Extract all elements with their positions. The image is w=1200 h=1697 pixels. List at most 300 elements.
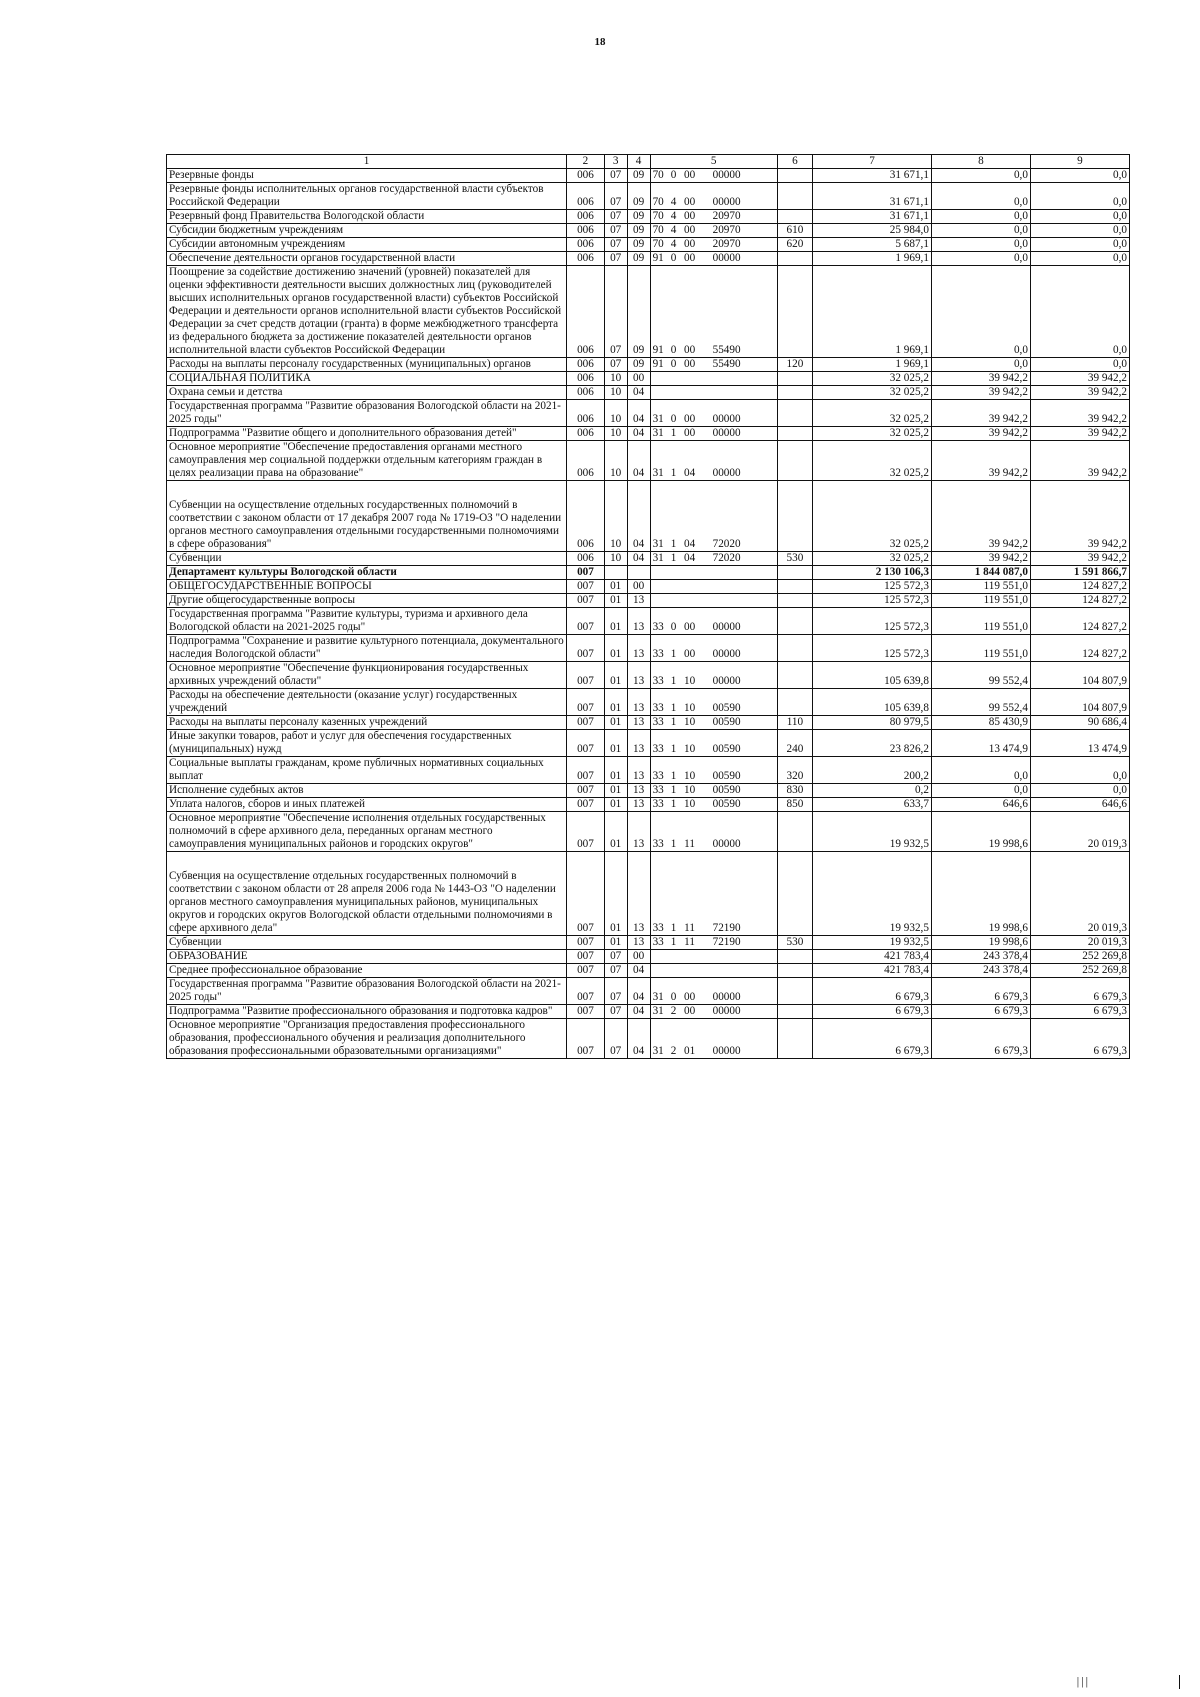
row-amount-year1: 200,2 xyxy=(813,757,932,784)
target-code-part: 00000 xyxy=(712,467,741,479)
row-amount-year1: 5 687,1 xyxy=(813,238,932,252)
row-expense-type: 610 xyxy=(777,224,812,238)
row-target-code xyxy=(650,580,777,594)
row-amount-year2: 39 942,2 xyxy=(931,441,1030,481)
target-code-part: 0 xyxy=(670,621,677,633)
row-admin-code: 007 xyxy=(567,936,605,950)
row-target-code xyxy=(650,252,777,266)
row-subsection-code: 04 xyxy=(627,1019,650,1059)
target-code-part: 00 xyxy=(683,413,696,425)
row-name: Среднее профессиональное образование xyxy=(167,964,567,978)
row-target-code xyxy=(650,1005,777,1019)
table-row xyxy=(167,852,1130,936)
target-code-part: 33 xyxy=(652,702,664,714)
row-section-code: 07 xyxy=(604,252,627,266)
row-admin-code: 007 xyxy=(567,1019,605,1059)
header-cell: 6 xyxy=(777,155,812,169)
target-code-part: 31 xyxy=(652,427,664,439)
row-subsection-code: 00 xyxy=(627,372,650,386)
header-cell: 3 xyxy=(604,155,627,169)
row-amount-year2: 0,0 xyxy=(931,266,1030,358)
row-name: Поощрение за содействие достижению значений (уровней) показателей для оценки эффективности деятельности высших должностных лиц (руководителей высших исполнительных органов государственной власти) субъектов Российской Федерации и деятельности органов исполнительной власти субъектов Российской Федерации за счет средств дотации (гранта) в форме межбюджетного трансферта из федерального бюджета за достижение показателей деятельности органов исполнительной власти субъектов Российской Федерации xyxy=(167,266,567,358)
target-code-part: 00590 xyxy=(712,743,741,755)
target-code-part: 00000 xyxy=(712,413,741,425)
row-expense-type: 850 xyxy=(777,798,812,812)
target-code-part: 33 xyxy=(652,922,664,934)
row-amount-year3: 0,0 xyxy=(1030,757,1129,784)
row-amount-year1: 6 679,3 xyxy=(813,1005,932,1019)
row-amount-year3: 39 942,2 xyxy=(1030,372,1129,386)
row-subsection-code xyxy=(627,566,650,580)
row-subsection-code: 09 xyxy=(627,358,650,372)
target-code-part: 33 xyxy=(652,784,664,796)
row-section-code: 01 xyxy=(604,812,627,852)
row-amount-year3: 6 679,3 xyxy=(1030,1005,1129,1019)
row-subsection-code: 09 xyxy=(627,183,650,210)
row-admin-code: 007 xyxy=(567,580,605,594)
row-expense-type xyxy=(777,566,812,580)
target-code-part: 20970 xyxy=(712,238,741,250)
row-amount-year1: 0,2 xyxy=(813,784,932,798)
row-subsection-code: 13 xyxy=(627,689,650,716)
row-section-code: 07 xyxy=(604,266,627,358)
target-code-part: 1 xyxy=(670,922,677,934)
row-name: Подпрограмма "Сохранение и развитие культурного потенциала, документального наследия Вологодской области" xyxy=(167,635,567,662)
row-amount-year2: 19 998,6 xyxy=(931,936,1030,950)
row-name: Социальные выплаты гражданам, кроме публичных нормативных социальных выплат xyxy=(167,757,567,784)
target-code-part: 10 xyxy=(683,702,696,714)
row-section-code: 01 xyxy=(604,757,627,784)
row-amount-year1: 32 025,2 xyxy=(813,400,932,427)
target-code-part: 00590 xyxy=(712,702,741,714)
target-code-part: 00 xyxy=(683,344,696,356)
target-code-part: 00 xyxy=(683,252,696,264)
row-amount-year2: 39 942,2 xyxy=(931,481,1030,552)
row-amount-year3: 39 942,2 xyxy=(1030,552,1129,566)
target-code-part: 20970 xyxy=(712,224,741,236)
target-code-part: 4 xyxy=(670,224,677,236)
row-section-code: 01 xyxy=(604,852,627,936)
row-section-code: 01 xyxy=(604,936,627,950)
row-section-code: 07 xyxy=(604,224,627,238)
target-code-part: 00 xyxy=(683,991,696,1003)
target-code-part: 00 xyxy=(683,648,696,660)
row-amount-year3: 90 686,4 xyxy=(1030,716,1129,730)
table-row xyxy=(167,183,1130,210)
row-amount-year1: 6 679,3 xyxy=(813,1019,932,1059)
target-code-part: 31 xyxy=(652,538,664,550)
row-name: Расходы на выплаты персоналу казенных учреждений xyxy=(167,716,567,730)
row-admin-code: 006 xyxy=(567,252,605,266)
row-subsection-code: 04 xyxy=(627,964,650,978)
row-name: Обеспечение деятельности органов государственной власти xyxy=(167,252,567,266)
row-subsection-code: 13 xyxy=(627,608,650,635)
row-subsection-code: 04 xyxy=(627,386,650,400)
page-number: 18 xyxy=(594,36,606,48)
row-admin-code: 006 xyxy=(567,210,605,224)
row-target-code xyxy=(650,689,777,716)
row-expense-type xyxy=(777,1019,812,1059)
row-expense-type xyxy=(777,481,812,552)
row-amount-year2: 119 551,0 xyxy=(931,608,1030,635)
row-amount-year1: 32 025,2 xyxy=(813,441,932,481)
row-expense-type xyxy=(777,252,812,266)
target-code-part: 0 xyxy=(670,358,677,370)
row-amount-year3: 39 942,2 xyxy=(1030,441,1129,481)
row-expense-type: 240 xyxy=(777,730,812,757)
row-section-code: 10 xyxy=(604,427,627,441)
row-name: Государственная программа "Развитие культуры, туризма и архивного дела Вологодской области на 2021-2025 годы" xyxy=(167,608,567,635)
row-amount-year1: 31 671,1 xyxy=(813,169,932,183)
row-subsection-code: 04 xyxy=(627,481,650,552)
row-amount-year3: 0,0 xyxy=(1030,183,1129,210)
target-code-part: 00000 xyxy=(712,621,741,633)
row-section-code: 10 xyxy=(604,552,627,566)
row-admin-code: 006 xyxy=(567,481,605,552)
table-row xyxy=(167,662,1130,689)
table-row xyxy=(167,400,1130,427)
row-admin-code: 006 xyxy=(567,386,605,400)
row-amount-year3: 124 827,2 xyxy=(1030,594,1129,608)
row-amount-year3: 0,0 xyxy=(1030,784,1129,798)
row-amount-year2: 6 679,3 xyxy=(931,1019,1030,1059)
header-cell: 8 xyxy=(931,155,1030,169)
row-target-code xyxy=(650,812,777,852)
target-code-part: 31 xyxy=(652,552,664,564)
target-code-part: 1 xyxy=(670,427,677,439)
row-name: Основное мероприятие "Обеспечение предоставления органами местного самоуправления мер социальной поддержки отдельным категориям граждан в целях реализации права на образование" xyxy=(167,441,567,481)
row-section-code: 07 xyxy=(604,238,627,252)
row-admin-code: 007 xyxy=(567,757,605,784)
table-row xyxy=(167,552,1130,566)
row-amount-year1: 633,7 xyxy=(813,798,932,812)
row-expense-type xyxy=(777,266,812,358)
row-amount-year2: 6 679,3 xyxy=(931,1005,1030,1019)
row-amount-year2: 39 942,2 xyxy=(931,386,1030,400)
target-code-part: 70 xyxy=(652,210,664,222)
row-expense-type: 320 xyxy=(777,757,812,784)
row-subsection-code: 13 xyxy=(627,594,650,608)
row-admin-code: 007 xyxy=(567,594,605,608)
target-code-part: 00000 xyxy=(712,1045,741,1057)
row-admin-code: 007 xyxy=(567,1005,605,1019)
target-code-part: 33 xyxy=(652,743,664,755)
row-target-code xyxy=(650,358,777,372)
row-amount-year1: 421 783,4 xyxy=(813,950,932,964)
row-admin-code: 006 xyxy=(567,224,605,238)
row-amount-year1: 32 025,2 xyxy=(813,372,932,386)
row-name: Подпрограмма "Развитие общего и дополнительного образования детей" xyxy=(167,427,567,441)
target-code-part: 00000 xyxy=(712,648,741,660)
row-name: Государственная программа "Развитие образования Вологодской области на 2021-2025 годы" xyxy=(167,400,567,427)
target-code-part: 11 xyxy=(684,922,695,934)
target-code-part: 00590 xyxy=(712,784,741,796)
target-code-part: 70 xyxy=(652,169,664,181)
row-name: Исполнение судебных актов xyxy=(167,784,567,798)
row-target-code xyxy=(650,400,777,427)
row-expense-type xyxy=(777,386,812,400)
target-code-part: 00000 xyxy=(712,1005,741,1017)
table-row xyxy=(167,1019,1130,1059)
target-code-part: 00 xyxy=(683,224,696,236)
target-code-part: 72190 xyxy=(712,936,741,948)
row-amount-year3: 20 019,3 xyxy=(1030,812,1129,852)
row-admin-code: 006 xyxy=(567,266,605,358)
row-target-code xyxy=(650,481,777,552)
row-target-code xyxy=(650,183,777,210)
row-target-code xyxy=(650,266,777,358)
row-target-code xyxy=(650,210,777,224)
target-code-part: 1 xyxy=(670,538,677,550)
target-code-part: 4 xyxy=(670,238,677,250)
row-subsection-code: 13 xyxy=(627,635,650,662)
row-name: Государственная программа "Развитие образования Вологодской области на 2021-2025 годы" xyxy=(167,978,567,1005)
target-code-part: 01 xyxy=(683,1045,696,1057)
target-code-part: 1 xyxy=(670,784,677,796)
target-code-part: 72020 xyxy=(712,552,741,564)
target-code-part: 00590 xyxy=(712,716,741,728)
row-expense-type xyxy=(777,812,812,852)
row-amount-year2: 85 430,9 xyxy=(931,716,1030,730)
row-target-code xyxy=(650,427,777,441)
row-amount-year2: 0,0 xyxy=(931,238,1030,252)
target-code-part: 33 xyxy=(652,621,664,633)
row-amount-year3: 104 807,9 xyxy=(1030,662,1129,689)
row-amount-year3: 104 807,9 xyxy=(1030,689,1129,716)
header-cell: 1 xyxy=(167,155,567,169)
row-name: Другие общегосударственные вопросы xyxy=(167,594,567,608)
row-expense-type xyxy=(777,400,812,427)
row-target-code xyxy=(650,798,777,812)
row-subsection-code: 13 xyxy=(627,730,650,757)
row-subsection-code: 09 xyxy=(627,210,650,224)
table-row xyxy=(167,372,1130,386)
row-expense-type xyxy=(777,1005,812,1019)
row-name: Подпрограмма "Развитие профессионального образования и подготовка кадров" xyxy=(167,1005,567,1019)
table-row xyxy=(167,441,1130,481)
row-subsection-code: 09 xyxy=(627,169,650,183)
row-section-code: 01 xyxy=(604,730,627,757)
table-row xyxy=(167,635,1130,662)
row-name: Субсидии бюджетным учреждениям xyxy=(167,224,567,238)
row-admin-code: 007 xyxy=(567,852,605,936)
target-code-part: 10 xyxy=(683,743,696,755)
row-target-code xyxy=(650,386,777,400)
target-code-part: 00 xyxy=(683,621,696,633)
table-row xyxy=(167,386,1130,400)
row-amount-year3: 6 679,3 xyxy=(1030,978,1129,1005)
row-amount-year3: 39 942,2 xyxy=(1030,400,1129,427)
row-expense-type: 120 xyxy=(777,358,812,372)
row-amount-year3: 252 269,8 xyxy=(1030,950,1129,964)
row-name: Основное мероприятие "Обеспечение функционирования государственных архивных учреждений области" xyxy=(167,662,567,689)
target-code-part: 0 xyxy=(670,252,677,264)
target-code-part: 0 xyxy=(670,991,677,1003)
table-row xyxy=(167,608,1130,635)
row-expense-type xyxy=(777,964,812,978)
row-amount-year2: 6 679,3 xyxy=(931,978,1030,1005)
row-subsection-code: 04 xyxy=(627,427,650,441)
target-code-part: 70 xyxy=(652,238,664,250)
target-code-part: 31 xyxy=(652,1045,664,1057)
row-amount-year2: 0,0 xyxy=(931,224,1030,238)
row-amount-year1: 19 932,5 xyxy=(813,936,932,950)
row-expense-type xyxy=(777,978,812,1005)
table-row xyxy=(167,580,1130,594)
row-section-code: 07 xyxy=(604,964,627,978)
row-admin-code: 007 xyxy=(567,730,605,757)
row-amount-year3: 124 827,2 xyxy=(1030,580,1129,594)
row-name: Субсидии автономным учреждениям xyxy=(167,238,567,252)
row-amount-year3: 39 942,2 xyxy=(1030,427,1129,441)
row-section-code: 10 xyxy=(604,481,627,552)
row-subsection-code: 04 xyxy=(627,400,650,427)
row-amount-year3: 39 942,2 xyxy=(1030,386,1129,400)
budget-table xyxy=(166,154,1130,1059)
row-expense-type: 530 xyxy=(777,936,812,950)
row-subsection-code: 04 xyxy=(627,1005,650,1019)
row-amount-year3: 6 679,3 xyxy=(1030,1019,1129,1059)
row-target-code xyxy=(650,730,777,757)
row-admin-code: 006 xyxy=(567,372,605,386)
target-code-part: 20970 xyxy=(712,210,741,222)
target-code-part: 1 xyxy=(670,936,677,948)
row-amount-year2: 0,0 xyxy=(931,784,1030,798)
row-amount-year3: 1 591 866,7 xyxy=(1030,566,1129,580)
row-expense-type xyxy=(777,441,812,481)
row-amount-year1: 6 679,3 xyxy=(813,978,932,1005)
target-code-part: 11 xyxy=(684,936,695,948)
target-code-part: 00 xyxy=(683,169,696,181)
row-amount-year2: 39 942,2 xyxy=(931,427,1030,441)
row-expense-type xyxy=(777,427,812,441)
row-target-code xyxy=(650,784,777,798)
target-code-part: 00000 xyxy=(712,169,741,181)
row-target-code xyxy=(650,169,777,183)
row-amount-year1: 19 932,5 xyxy=(813,812,932,852)
row-subsection-code: 13 xyxy=(627,662,650,689)
row-amount-year1: 125 572,3 xyxy=(813,608,932,635)
header-cell: 7 xyxy=(813,155,932,169)
row-amount-year1: 31 671,1 xyxy=(813,210,932,224)
row-target-code xyxy=(650,566,777,580)
row-section-code: 01 xyxy=(604,635,627,662)
row-amount-year2: 243 378,4 xyxy=(931,964,1030,978)
target-code-part: 1 xyxy=(670,648,677,660)
row-amount-year2: 0,0 xyxy=(931,169,1030,183)
row-section-code: 01 xyxy=(604,662,627,689)
header-cell: 5 xyxy=(650,155,777,169)
table-row xyxy=(167,224,1130,238)
target-code-part: 33 xyxy=(652,716,664,728)
header-row xyxy=(167,155,1130,169)
row-admin-code: 006 xyxy=(567,441,605,481)
row-amount-year2: 0,0 xyxy=(931,210,1030,224)
target-code-part: 00000 xyxy=(712,427,741,439)
table-row xyxy=(167,238,1130,252)
row-amount-year1: 32 025,2 xyxy=(813,427,932,441)
target-code-part: 31 xyxy=(652,991,664,1003)
row-admin-code: 007 xyxy=(567,635,605,662)
row-name: Субвенции на осуществление отдельных государственных полномочий в соответствии с законом области от 17 декабря 2007 года № 1719-ОЗ "О наделении органов местного самоуправления отдельными государственными полномочиями в сфере образования" xyxy=(167,481,567,552)
row-amount-year1: 105 639,8 xyxy=(813,689,932,716)
table-row xyxy=(167,594,1130,608)
row-subsection-code: 04 xyxy=(627,978,650,1005)
row-admin-code: 007 xyxy=(567,950,605,964)
row-admin-code: 007 xyxy=(567,812,605,852)
target-code-part: 2 xyxy=(670,1005,677,1017)
row-section-code: 07 xyxy=(604,950,627,964)
table-row xyxy=(167,812,1130,852)
table-row xyxy=(167,566,1130,580)
target-code-part: 4 xyxy=(670,210,677,222)
row-name: Иные закупки товаров, работ и услуг для обеспечения государственных (муниципальных) нужд xyxy=(167,730,567,757)
row-amount-year3: 0,0 xyxy=(1030,252,1129,266)
table-row xyxy=(167,798,1130,812)
row-amount-year1: 125 572,3 xyxy=(813,594,932,608)
table-row xyxy=(167,427,1130,441)
row-amount-year2: 0,0 xyxy=(931,183,1030,210)
row-expense-type xyxy=(777,662,812,689)
target-code-part: 70 xyxy=(652,224,664,236)
table-row xyxy=(167,757,1130,784)
row-section-code xyxy=(604,566,627,580)
row-name: СОЦИАЛЬНАЯ ПОЛИТИКА xyxy=(167,372,567,386)
row-target-code xyxy=(650,594,777,608)
row-name: Департамент культуры Вологодской области xyxy=(167,566,567,580)
row-amount-year2: 119 551,0 xyxy=(931,580,1030,594)
row-amount-year1: 32 025,2 xyxy=(813,481,932,552)
target-code-part: 10 xyxy=(683,784,696,796)
row-name: Субвенции xyxy=(167,552,567,566)
target-code-part: 55490 xyxy=(712,358,741,370)
row-expense-type xyxy=(777,852,812,936)
row-expense-type: 530 xyxy=(777,552,812,566)
target-code-part: 31 xyxy=(652,1005,664,1017)
row-name: Охрана семьи и детства xyxy=(167,386,567,400)
row-expense-type xyxy=(777,635,812,662)
row-amount-year3: 20 019,3 xyxy=(1030,852,1129,936)
row-amount-year2: 0,0 xyxy=(931,252,1030,266)
row-admin-code: 006 xyxy=(567,400,605,427)
row-section-code: 01 xyxy=(604,608,627,635)
target-code-part: 33 xyxy=(652,936,664,948)
row-amount-year2: 646,6 xyxy=(931,798,1030,812)
row-section-code: 07 xyxy=(604,1019,627,1059)
row-target-code xyxy=(650,950,777,964)
row-amount-year3: 124 827,2 xyxy=(1030,635,1129,662)
row-section-code: 01 xyxy=(604,594,627,608)
target-code-part: 00 xyxy=(683,358,696,370)
row-admin-code: 007 xyxy=(567,784,605,798)
header-cell: 9 xyxy=(1030,155,1129,169)
row-subsection-code: 04 xyxy=(627,441,650,481)
row-amount-year3: 39 942,2 xyxy=(1030,481,1129,552)
row-amount-year1: 1 969,1 xyxy=(813,252,932,266)
row-admin-code: 006 xyxy=(567,552,605,566)
row-amount-year2: 119 551,0 xyxy=(931,594,1030,608)
table-row xyxy=(167,252,1130,266)
row-section-code: 01 xyxy=(604,580,627,594)
table-row xyxy=(167,716,1130,730)
row-amount-year2: 13 474,9 xyxy=(931,730,1030,757)
row-section-code: 01 xyxy=(604,784,627,798)
row-amount-year1: 19 932,5 xyxy=(813,852,932,936)
row-subsection-code: 13 xyxy=(627,936,650,950)
row-amount-year2: 1 844 087,0 xyxy=(931,566,1030,580)
row-target-code xyxy=(650,238,777,252)
row-amount-year3: 20 019,3 xyxy=(1030,936,1129,950)
